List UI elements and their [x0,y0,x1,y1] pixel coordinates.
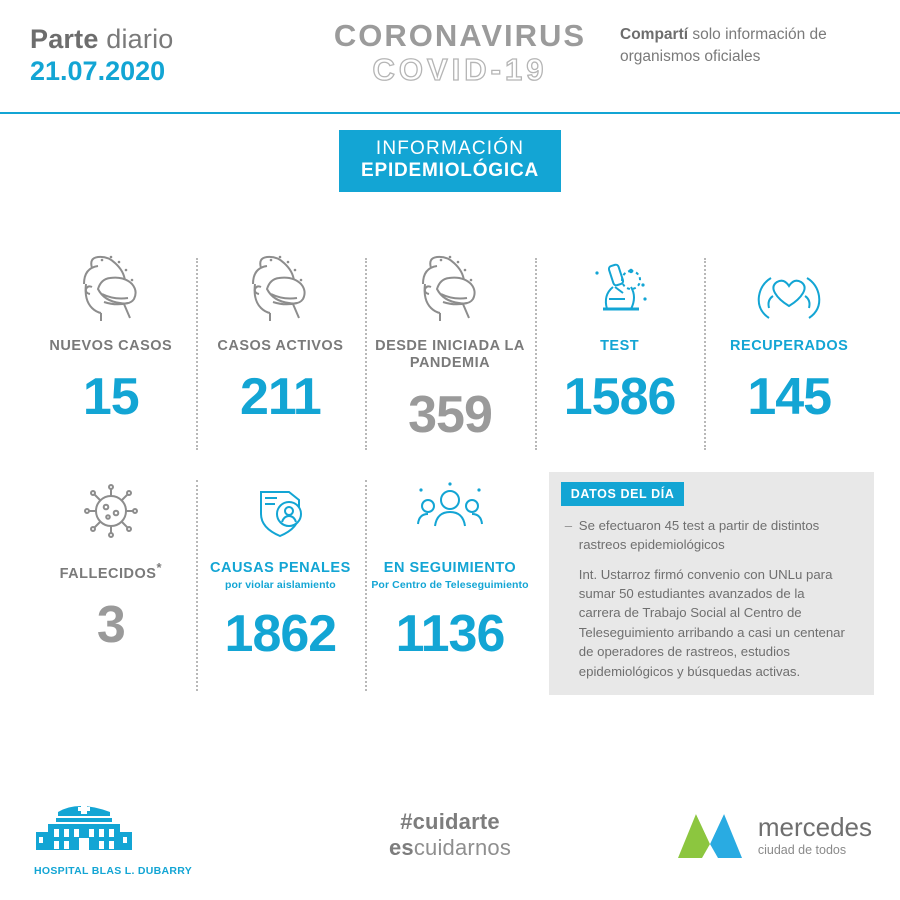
stat-value: 15 [82,368,139,427]
stat-label: DESDE INICIADA LA PANDEMIA [375,337,525,372]
stat-value: 359 [408,385,492,444]
datos-del-dia-panel [549,472,874,695]
hospital-building-icon [28,794,188,856]
mercedes-name: mercedes [757,811,872,842]
virus-icon [80,474,142,548]
stat-fallecidos [26,466,196,707]
stat-label: EN SEGUIMIENTO [383,559,517,576]
stat-sublabel: Por Centro de Teleseguimiento [371,579,529,592]
stat-value: 1586 [563,368,676,427]
stat-label: RECUPERADOS [730,337,849,354]
parte-diario-title [30,24,300,54]
stat-value: 3 [96,596,125,655]
shield-person-icon [247,474,313,548]
datos-del-dia-title: DATOS DEL DÍA [561,482,685,506]
stat-test [535,244,705,466]
stat-label-asterisk: * [156,559,162,575]
stat-value: 1862 [224,604,337,663]
stat-label: CASOS ACTIVOS [217,337,344,354]
stat-recuperados [704,244,874,466]
stat-en-seguimiento [365,466,535,707]
hashtag-cuidarte: #cuidarte [400,809,500,834]
hashtag-line-1 [328,809,572,835]
person-tracking-icon [411,474,489,548]
stat-value: 145 [747,368,832,427]
mercedes-text [757,811,872,857]
badge-line-2: EPIDEMIOLÓGICA [361,160,539,182]
datos-item-2: Int. Ustarroz firmó convenio con UNLu para sumar 50 estudiantes avanzados de la carrera de Trabajo Social al Centro de Teleseguimiento arribando a casi un centenar de operadores de rastreos, estudios epidemiológicos y búsquedas activas. [578,566,845,679]
parte-word: Parte [30,24,99,54]
coronavirus-title: CORONAVIRUS [333,18,587,53]
hashtag-line-2 [328,835,572,861]
datos-item-1: – Se efectuaron 45 test a partir de distintos rastreos epidemiológicos [579,516,848,555]
diario-word: diario [98,24,174,54]
masked-face-icon [241,252,319,326]
stat-value: 211 [239,368,321,427]
header-center [300,18,620,87]
page-header [0,0,900,112]
page-footer [0,770,900,900]
comparti-rest: solo información de organismos oficiales [620,26,827,66]
header-divider [0,112,900,114]
header-left [30,18,300,87]
info-badge [339,130,561,192]
stat-label: NUEVOS CASOS [49,337,173,354]
mercedes-tagline: ciudad de todos [757,842,847,857]
hashtag-es: es [388,835,414,860]
masked-face-icon [72,252,150,326]
hands-heart-icon [749,252,829,326]
comparti-word: Compartí [620,26,689,43]
header-right-note [620,18,870,69]
mercedes-logo-block [572,804,872,866]
hashtag-block [328,809,572,861]
stat-sublabel: por violar aislamiento [225,579,336,592]
stats-grid [0,244,900,707]
hospital-logo-block [28,794,328,877]
stat-value: 1136 [395,604,505,663]
masked-face-icon [411,252,489,326]
hashtag-cuidarnos: cuidarnos [413,835,512,860]
stat-label: CAUSAS PENALES [210,559,351,576]
report-date: 21.07.2020 [30,56,166,87]
hospital-name-label: HOSPITAL BLAS L. DUBARRY [34,864,193,877]
mercedes-m-icon [672,804,748,866]
stat-label [60,560,162,583]
stat-label: TEST [600,337,640,354]
info-badge-wrap [0,130,900,192]
stat-nuevos-casos [26,244,196,466]
covid19-title: COVID-19 [372,51,548,87]
stat-label-text: FALLECIDOS [59,565,157,582]
badge-line-1: INFORMACIÓN [375,138,525,159]
microscope-icon [585,252,655,326]
stat-desde-iniciada-la-pandemia [365,244,535,466]
stat-causas-penales [196,466,366,707]
stat-casos-activos [196,244,366,466]
